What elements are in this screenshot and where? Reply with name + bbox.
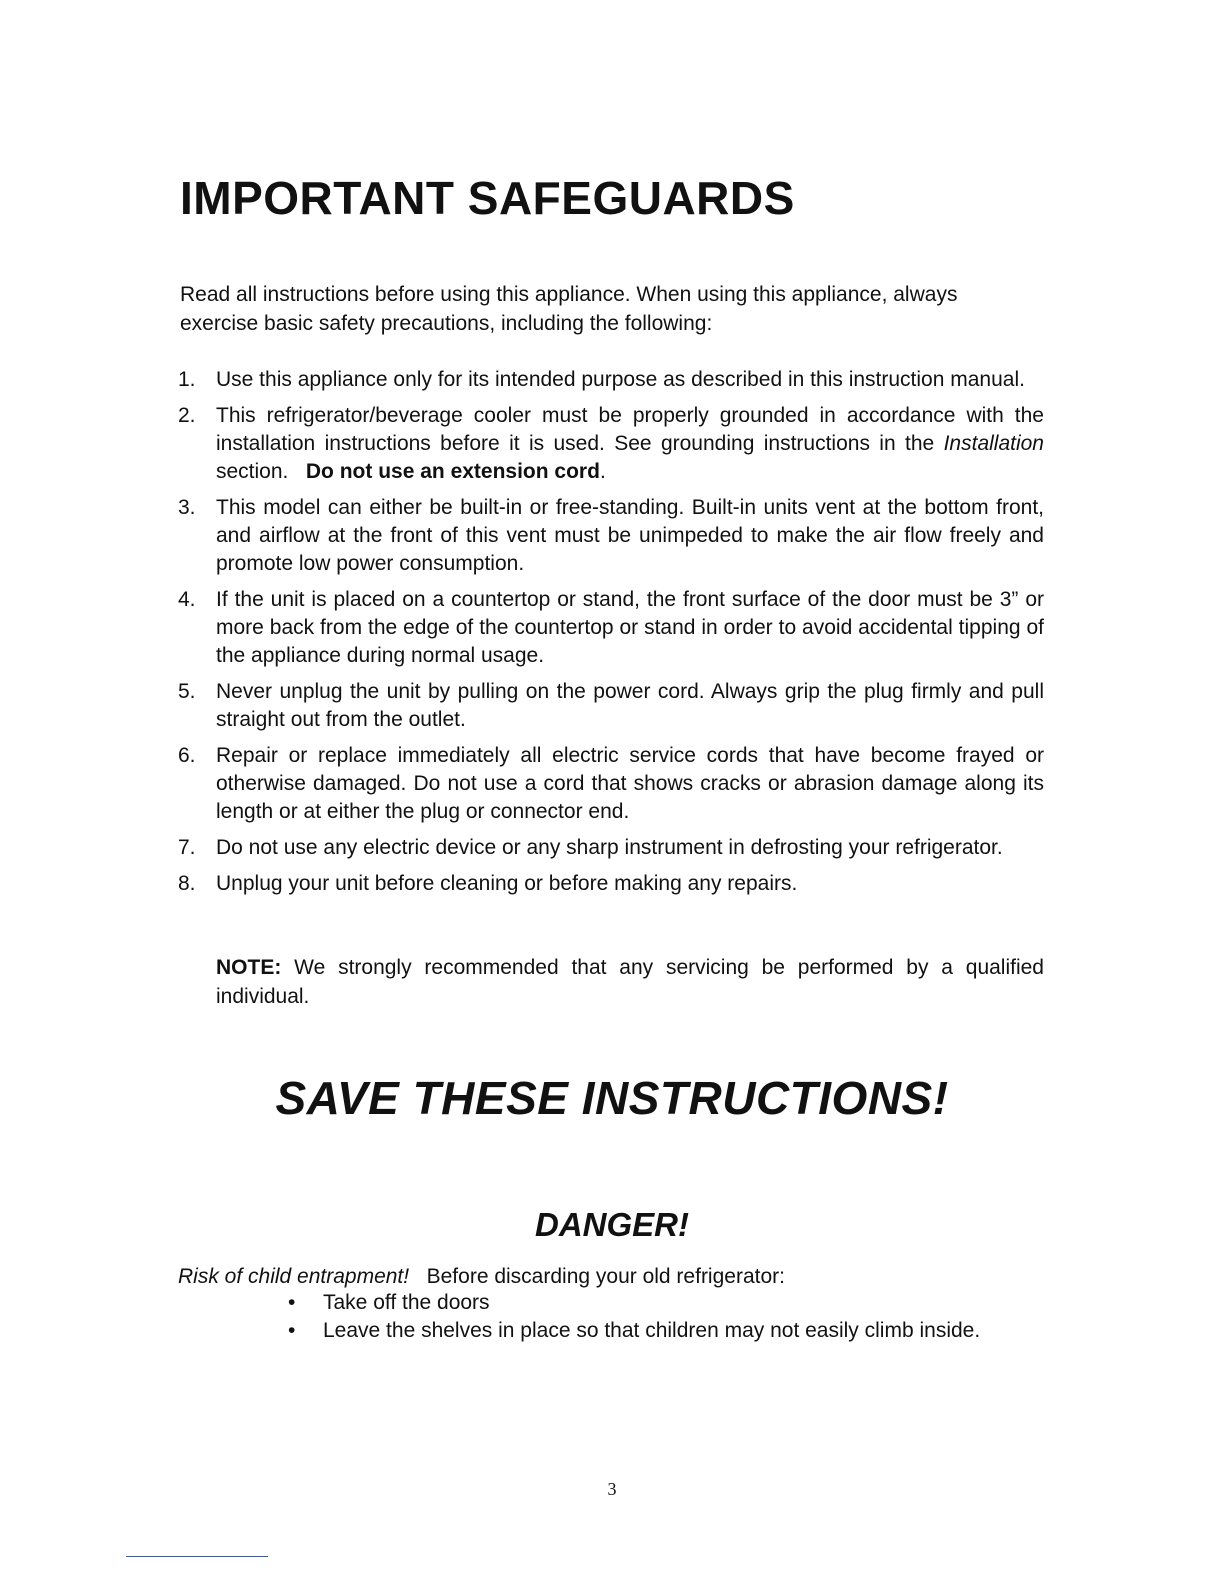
list-item [286, 1317, 1026, 1345]
item-text: Repair or replace immediately all electric service cords that have become frayed or otherwise damaged. Do not use a cord that shows cracks or abrasion damage along its length or at either the plug or connector end. [216, 744, 1044, 823]
list-item [178, 870, 1044, 898]
item-number: 5. [178, 680, 196, 703]
bullet-text: Take off the doors [323, 1291, 490, 1314]
item-number: 8. [178, 872, 196, 895]
list-item [178, 366, 1044, 394]
item-text: Never unplug the unit by pulling on the power cord. Always grip the plug firmly and pull straight out from the outlet. [216, 680, 1044, 731]
list-item [178, 678, 1044, 734]
item-number: 3. [178, 496, 196, 519]
danger-intro-text: Before discarding your old refrigerator: [426, 1265, 785, 1288]
footer-divider [126, 1556, 268, 1557]
item-text-end: . [599, 460, 606, 483]
item-bold-warning: Do not use an extension cord [305, 460, 600, 483]
item-text: Unplug your unit before cleaning or before making any repairs. [216, 872, 798, 895]
item-number: 7. [178, 836, 196, 859]
list-item [286, 1289, 1026, 1317]
bullet-icon: • [288, 1319, 296, 1342]
intro-paragraph: Read all instructions before using this appliance. When using this appliance, always exercise basic safety precautions, including the following: [180, 283, 958, 335]
item-italic-text: Installation [943, 432, 1044, 455]
safeguards-list [178, 366, 1044, 906]
list-item [178, 402, 1044, 486]
note-label: NOTE: [216, 956, 282, 979]
item-text: If the unit is placed on a countertop or stand, the front surface of the door must be 3” or more back from the edge of the countertop or stand in order to avoid accidental tipping of the appliance during normal usage. [216, 588, 1044, 667]
item-text: This refrigerator/beverage cooler must be properly grounded in accordance with the installation instructions before it is used. See grounding instructions in the [216, 404, 1044, 455]
item-number: 2. [178, 404, 196, 427]
bullet-text: Leave the shelves in place so that children may not easily climb inside. [323, 1319, 981, 1342]
item-text: This model can either be built-in or free-standing. Built-in units vent at the bottom front, and airflow at the front of this vent must be unimpeded to make the air flow freely and promote low power consumption. [216, 496, 1044, 575]
list-item [178, 494, 1044, 578]
page-number: 3 [607, 1479, 617, 1499]
bullet-icon: • [288, 1291, 296, 1314]
item-number: 1. [178, 368, 196, 391]
item-text: Use this appliance only for its intended purpose as described in this instruction manual. [216, 368, 1025, 391]
danger-intro [178, 1262, 785, 1291]
list-item [178, 586, 1044, 670]
item-number: 4. [178, 588, 196, 611]
item-text: section. [216, 460, 289, 483]
danger-bullet-list [286, 1289, 1026, 1345]
item-text: Do not use any electric device or any sharp instrument in defrosting your refrigerator. [216, 836, 1003, 859]
danger-intro-italic: Risk of child entrapment! [178, 1265, 410, 1288]
list-item [178, 834, 1044, 862]
list-item [178, 742, 1044, 826]
note-paragraph [216, 953, 1044, 1011]
save-instructions-heading: SAVE THESE INSTRUCTIONS! [275, 1072, 949, 1124]
danger-heading: DANGER! [535, 1206, 689, 1243]
note-text: We strongly recommended that any servicing be performed by a qualified individual. [216, 956, 1044, 1008]
page-title: IMPORTANT SAFEGUARDS [180, 172, 795, 224]
item-number: 6. [178, 744, 196, 767]
